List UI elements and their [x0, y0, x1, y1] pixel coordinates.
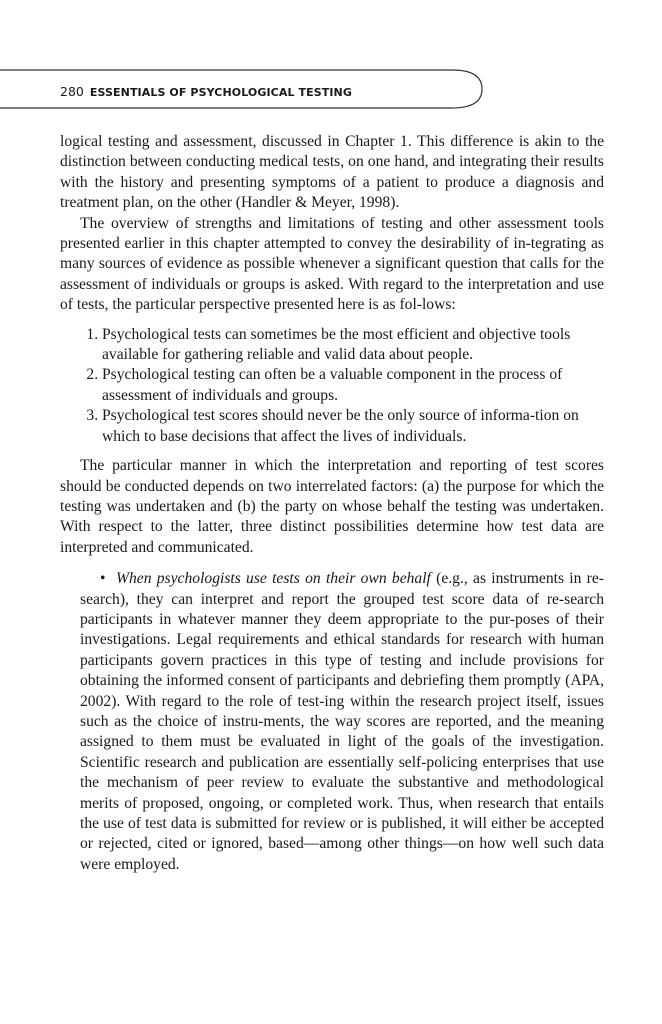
- numbered-list: [60, 325, 592, 447]
- running-title: ESSENTIALS OF PSYCHOLOGICAL TESTING: [89, 86, 352, 99]
- list-item: 3. Psychological test scores should never be the only source of informa-tion on which to base decisions that affect the lives of individuals.: [102, 406, 592, 447]
- bullet-text: (e.g., as instruments in re-search), they can interpret and report the grouped test score data of re-search participants in whatever manner they deem appropriate to the pur-poses of their investigations. Legal requirements and ethical standards for research with human participants govern practices in this type of testing and include provisions for obtaining the informed consent of participants and debriefing them promptly (APA, 2002). With regard to the role of test-ing within the research project itself, issues such as the choice of instru-ments, the way scores are reported, and the meaning assigned to them must be evaluated in light of the goals of the investigation. Scientific research and publication are essentially self-policing enterprises that use the mechanism of peer review to evaluate the substantive and methodological merits of proposed, ongoing, or completed work. Thus, when research that entails the use of test data is submitted for review or is published, it will either be accepted or rejected, cited or ignored, based—among other things—on how well such data were employed.: [80, 570, 604, 873]
- page-number: 280: [60, 84, 84, 99]
- bullet-marker: •: [100, 570, 106, 588]
- bullet-list: [60, 569, 604, 875]
- body-text: [60, 132, 604, 875]
- bullet-lead: When psychologists use tests on their own behalf: [116, 570, 431, 588]
- paragraph-continued: logical testing and assessment, discussed in Chapter 1. This difference is akin to the distinction between conducting medical tests, on one hand, and integrating their results with the history and presenting symptoms of a patient to produce a diagnosis and treatment plan, on the other (Handler & Meyer, 1998).: [60, 133, 604, 212]
- running-head: [60, 84, 352, 100]
- list-item: 2. Psychological testing can often be a valuable component in the process of assessment of individuals and groups.: [102, 365, 592, 406]
- bullet-item: [80, 569, 604, 875]
- list-item: 1. Psychological tests can sometimes be the most efficient and objective tools available for gathering reliable and valid data about people.: [102, 325, 592, 366]
- paragraph: The overview of strengths and limitations of testing and other assessment tools presented earlier in this chapter attempted to convey the desirability of in-tegrating as many sources of evidence as possible whenever a significant question that calls for the assessment of individuals or groups is asked. With regard to the interpretation and use of tests, the particular perspective presented here is as fol-lows:: [60, 214, 604, 314]
- paragraph: The particular manner in which the interpretation and reporting of test scores should be conducted depends on two interrelated factors: (a) the purpose for which the testing was undertaken and (b) the party on whose behalf the testing was undertaken. With respect to the latter, three distinct possibilities determine how test data are interpreted and communicated.: [60, 457, 604, 556]
